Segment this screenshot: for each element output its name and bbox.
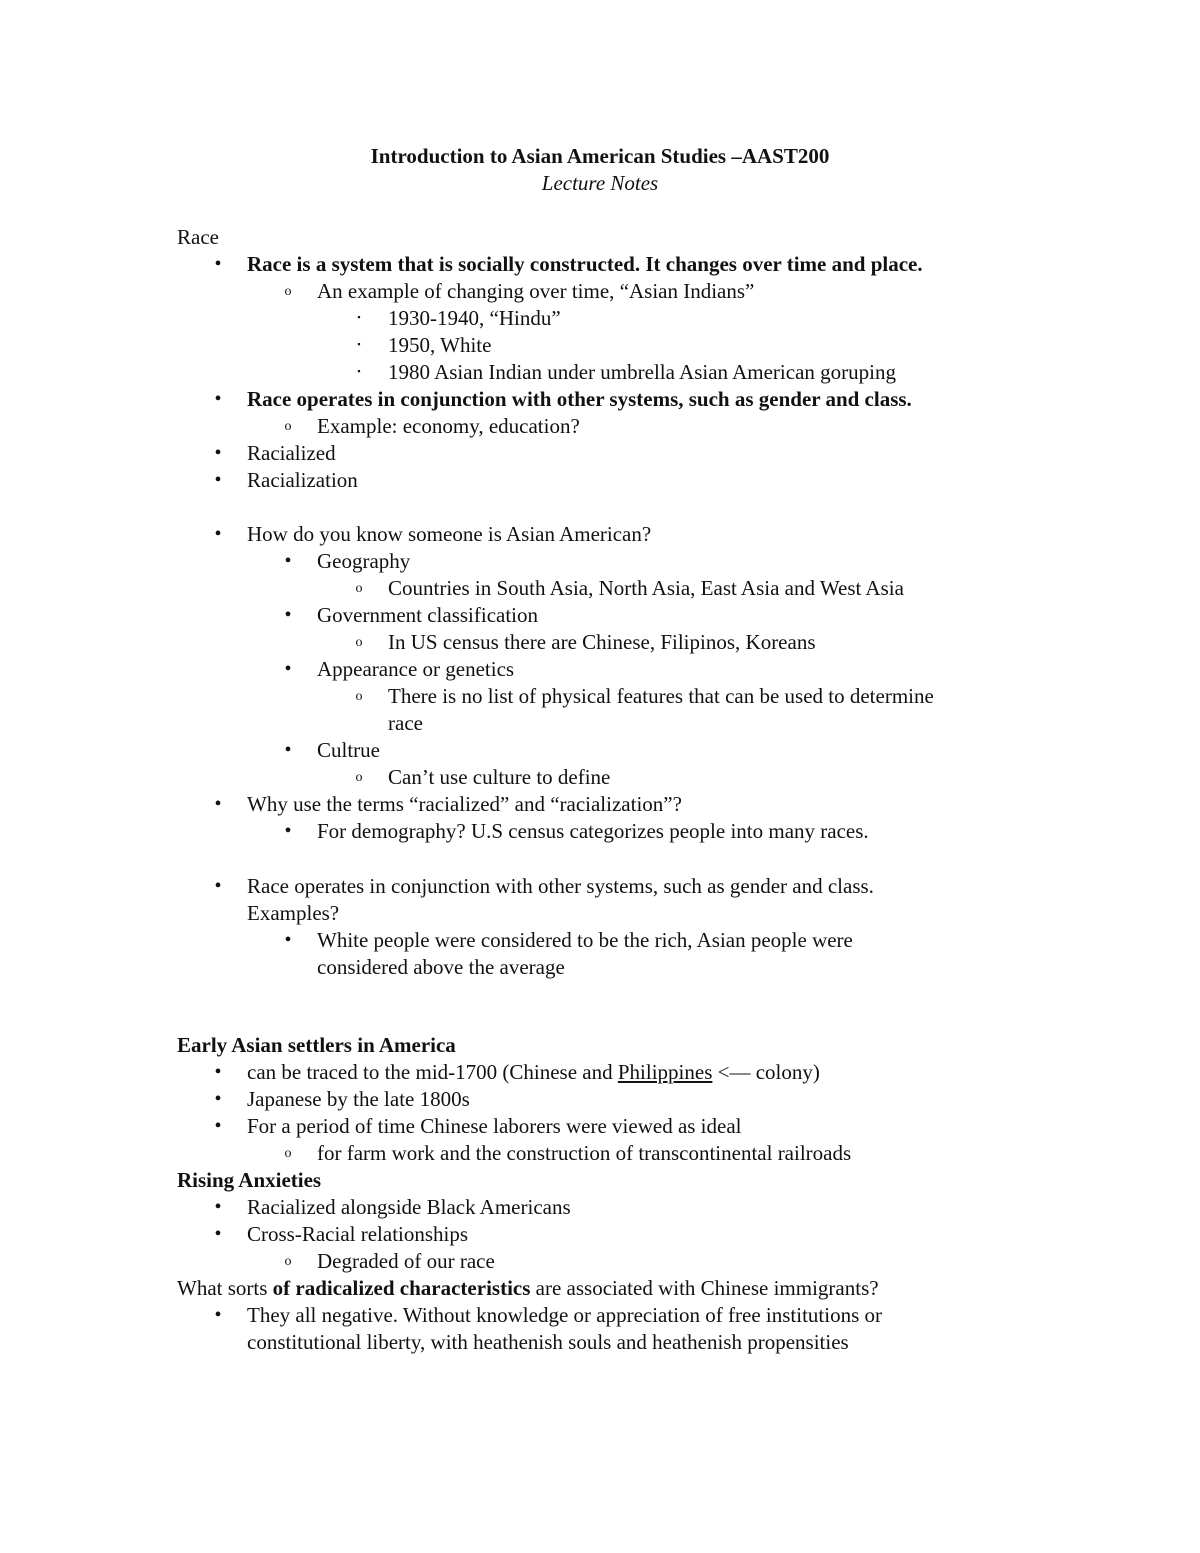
- bullet-icon: •: [214, 442, 222, 464]
- bullet-icon: •: [214, 1088, 222, 1110]
- anxieties-heading: Rising Anxieties: [177, 1168, 322, 1192]
- circle-bullet-icon: o: [355, 581, 363, 596]
- bullet-icon: •: [284, 604, 292, 626]
- identity-conjunction-cont: Examples?: [247, 901, 340, 925]
- settlers-item-1-text: can be traced to the mid-1700 (Chinese and: [247, 1060, 618, 1084]
- identity-conjunction-sub-cont: considered above the average: [317, 955, 565, 979]
- document-title: Introduction to Asian American Studies –AAST200: [370, 144, 830, 168]
- circle-bullet-icon: o: [355, 770, 363, 785]
- document-subtitle: Lecture Notes: [541, 171, 659, 195]
- circle-bullet-icon: o: [284, 419, 292, 434]
- circle-bullet-icon: o: [355, 689, 363, 704]
- identity-culture-sub: Can’t use culture to define: [388, 765, 611, 789]
- bullet-icon: •: [284, 550, 292, 572]
- race-timeline-item: 1930-1940, “Hindu”: [388, 306, 561, 330]
- question-text-end: are associated with Chinese immigrants?: [530, 1276, 879, 1300]
- identity-appearance: Appearance or genetics: [317, 657, 515, 681]
- bullet-icon: •: [284, 739, 292, 761]
- philippines-underlined: Philippines: [617, 1060, 713, 1084]
- bullet-icon: •: [284, 820, 292, 842]
- identity-conjunction-sub: White people were considered to be the rich, Asian people were: [317, 928, 853, 952]
- identity-terms-sub: For demography? U.S census categorizes people into many races.: [317, 819, 869, 843]
- characteristics-question: [177, 1275, 879, 1302]
- identity-appearance-sub-cont: race: [388, 711, 423, 735]
- bullet-icon: •: [284, 658, 292, 680]
- circle-bullet-icon: o: [284, 1146, 292, 1161]
- settlers-item-3-sub: for farm work and the construction of transcontinental railroads: [317, 1141, 852, 1165]
- identity-culture: Cultrue: [317, 738, 380, 762]
- race-timeline-item: 1950, White: [388, 333, 492, 357]
- bullet-icon: •: [214, 1115, 222, 1137]
- race-point-1: Race is a system that is socially constructed. It changes over time and place.: [247, 252, 923, 276]
- settlers-item-3: For a period of time Chinese laborers were viewed as ideal: [247, 1114, 742, 1138]
- anxieties-item-2-sub: Degraded of our race: [317, 1249, 495, 1273]
- square-bullet-icon: ▪: [357, 312, 361, 322]
- race-timeline-item: 1980 Asian Indian under umbrella Asian American goruping: [388, 360, 896, 384]
- square-bullet-icon: ▪: [357, 339, 361, 349]
- circle-bullet-icon: o: [355, 635, 363, 650]
- question-text-start: What sorts: [177, 1276, 273, 1300]
- race-point-1-sub: An example of changing over time, “Asian Indians”: [317, 279, 755, 303]
- bullet-icon: •: [214, 1304, 222, 1326]
- bullet-icon: •: [214, 523, 222, 545]
- race-point-3: Racialized: [247, 441, 336, 465]
- anxieties-item-2: Cross-Racial relationships: [247, 1222, 469, 1246]
- bullet-icon: •: [214, 1196, 222, 1218]
- bullet-icon: •: [214, 1223, 222, 1245]
- identity-geography-sub: Countries in South Asia, North Asia, East Asia and West Asia: [388, 576, 904, 600]
- identity-terms: Why use the terms “racialized” and “racialization”?: [247, 792, 682, 816]
- identity-question: How do you know someone is Asian American?: [247, 522, 652, 546]
- bullet-icon: •: [214, 388, 222, 410]
- circle-bullet-icon: o: [284, 284, 292, 299]
- bullet-icon: •: [284, 929, 292, 951]
- identity-appearance-sub: There is no list of physical features that can be used to determine: [388, 684, 934, 708]
- settlers-heading: Early Asian settlers in America: [177, 1033, 456, 1057]
- settlers-item-1-text-end: <— colony): [712, 1060, 820, 1084]
- question-text-bold: of radicalized characteristics: [272, 1276, 531, 1300]
- identity-geography: Geography: [317, 549, 411, 573]
- race-point-2-sub: Example: economy, education?: [317, 414, 580, 438]
- identity-government: Government classification: [317, 603, 539, 627]
- characteristics-answer-cont: constitutional liberty, with heathenish souls and heathenish propensities: [247, 1330, 849, 1354]
- anxieties-item-1: Racialized alongside Black Americans: [247, 1195, 571, 1219]
- settlers-item-1: [247, 1059, 820, 1086]
- settlers-item-2: Japanese by the late 1800s: [247, 1087, 470, 1111]
- square-bullet-icon: ▪: [357, 366, 361, 376]
- characteristics-answer: They all negative. Without knowledge or appreciation of free institutions or: [247, 1303, 883, 1327]
- bullet-icon: •: [214, 793, 222, 815]
- bullet-icon: •: [214, 875, 222, 897]
- bullet-icon: •: [214, 253, 222, 275]
- race-point-4: Racialization: [247, 468, 358, 492]
- identity-conjunction: Race operates in conjunction with other systems, such as gender and class.: [247, 874, 874, 898]
- race-point-2: Race operates in conjunction with other systems, such as gender and class.: [247, 387, 912, 411]
- identity-government-sub: In US census there are Chinese, Filipinos, Koreans: [388, 630, 816, 654]
- circle-bullet-icon: o: [284, 1254, 292, 1269]
- bullet-icon: •: [214, 469, 222, 491]
- bullet-icon: •: [214, 1061, 222, 1083]
- race-heading: Race: [177, 225, 219, 249]
